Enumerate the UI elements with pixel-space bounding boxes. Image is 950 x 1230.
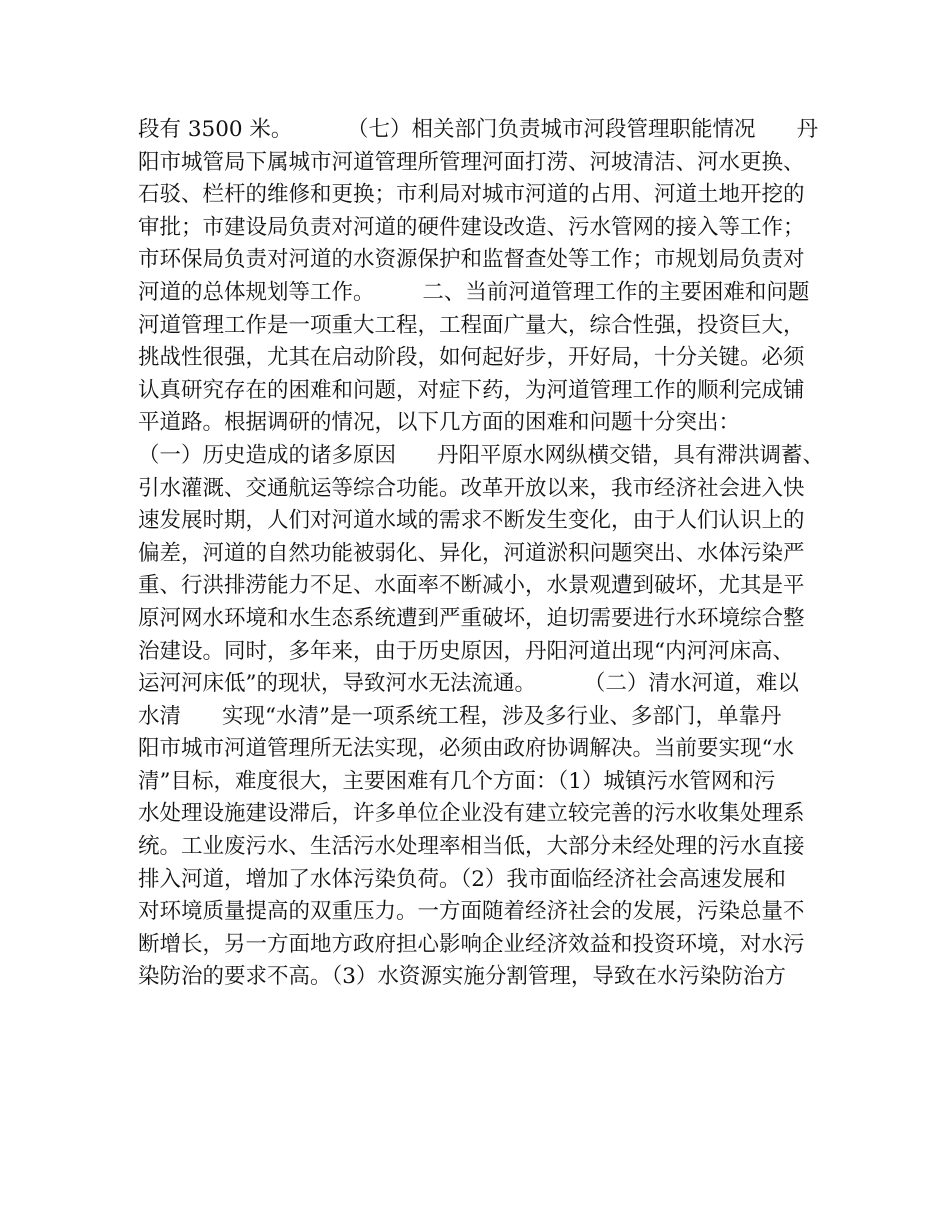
text-line: 清”目标，难度很大，主要困难有几个方面：（1）城镇污水管网和污 [138, 768, 776, 794]
text-line: 偏差，河道的自然功能被弱化、异化，河道淤积问题突出、水体污染严 [138, 540, 805, 566]
text-line: 运河河床低”的现状，导致河水无法流通。 （二）清水河道，难以 [138, 671, 799, 697]
text-line: 速发展时期，人们对河道水域的需求不断发生变化，由于人们认识上的 [138, 508, 805, 534]
body-text [138, 114, 828, 994]
text-line: （一）历史造成的诸多原因 丹阳平原水网纵横交错，具有滞洪调蓄、 [138, 442, 825, 468]
text-line: 河道管理工作是一项重大工程，工程面广量大，综合性强，投资巨大， [138, 312, 805, 338]
text-line: 挑战性很强，尤其在启动阶段，如何起好步，开好局，十分关键。必须 [138, 345, 805, 371]
text-line: 阳市城管局下属城市河道管理所管理河面打涝、河坡清洁、河水更换、 [138, 149, 805, 175]
text-line: 治建设。同时，多年来，由于历史原因，丹阳河道出现“内河河床高、 [138, 638, 794, 664]
text-line: 水清 实现“水清”是一项系统工程，涉及多行业、多部门，单靠丹 [138, 703, 782, 729]
text-line: 河道的总体规划等工作。 二、当前河道管理工作的主要困难和问题 [138, 279, 810, 305]
text-line: 统。工业废污水、生活污水处理率相当低，大部分未经处理的污水直接 [138, 834, 805, 860]
text-line: 段有 3500 米。 （七）相关部门负责城市河段管理职能情况 丹 [138, 117, 819, 142]
text-line: 排入河道，增加了水体污染负荷。（2）我市面临经济社会高速发展和 [138, 866, 786, 892]
text-line: 水处理设施建设滞后，许多单位企业没有建立较完善的污水收集处理系 [138, 801, 805, 827]
text-line: 原河网水环境和水生态系统遭到严重破坏，迫切需要进行水环境综合整 [138, 605, 805, 631]
text-line: 引水灌溉、交通航运等综合功能。改革开放以来，我市经济社会进入快 [138, 475, 805, 501]
text-line: 认真研究存在的困难和问题，对症下药，为河道管理工作的顺利完成铺 [138, 377, 805, 403]
text-line: 对环境质量提高的双重压力。一方面随着经济社会的发展，污染总量不 [138, 899, 805, 925]
text-line: 审批；市建设局负责对河道的硬件建设改造、污水管网的接入等工作； [138, 214, 805, 240]
text-line: 染防治的要求不高。（3）水资源实施分割管理，导致在水污染防治方 [138, 964, 786, 990]
text-line: 阳市城市河道管理所无法实现，必须由政府协调解决。当前要实现“水 [138, 736, 794, 762]
text-line: 平道路。根据调研的情况，以下几方面的困难和问题十分突出： [138, 410, 741, 436]
text-line: 重、行洪排涝能力不足、水面率不断减小，水景观遭到破坏，尤其是平 [138, 573, 805, 599]
text-line: 断增长，另一方面地方政府担心影响企业经济效益和投资环境，对水污 [138, 931, 805, 957]
text-line: 市环保局负责对河道的水资源保护和监督查处等工作；市规划局负责对 [138, 247, 805, 273]
text-line: 石驳、栏杆的维修和更换；市利局对城市河道的占用、河道土地开挖的 [138, 182, 805, 208]
